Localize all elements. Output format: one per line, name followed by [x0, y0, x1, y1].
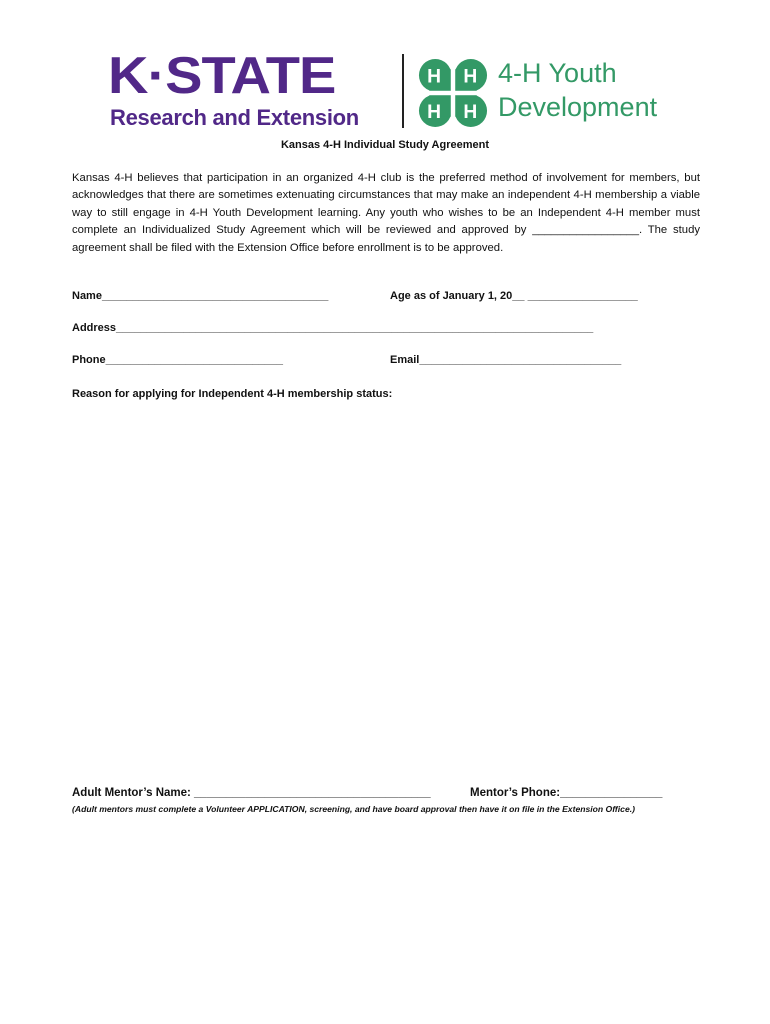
svg-text:H: H — [427, 66, 441, 88]
address-field[interactable]: Address______________________________________________________________________________ — [72, 322, 594, 334]
name-field[interactable]: Name_____________________________________ — [72, 290, 329, 302]
four-h-clover-icon — [416, 56, 490, 130]
reason-label: Reason for applying for Independent 4-H membership status: — [72, 388, 393, 400]
program-name-line2: Development — [498, 92, 658, 122]
kstate-logo-subtitle: Research and Extension — [110, 105, 359, 130]
intro-paragraph: Kansas 4-H believes that participation in an organized 4-H club is the preferred method of involvement for members, but acknowledges that there are sometimes extenuating circumstances that may make an independent 4-H membership a viable way to still engage in 4-H Youth Development learning. Any youth who wishes to be an Independent 4-H member must complete an Individualized Study Agreement which will be reviewed and approved by _________________. The study agreement shall be filed with the Extension Office before enrollment is to be approved. — [72, 172, 700, 254]
svg-text:H: H — [463, 102, 478, 124]
svg-text:H: H — [427, 102, 441, 124]
logo-divider — [402, 54, 404, 128]
email-field[interactable]: Email_________________________________ — [390, 354, 622, 366]
phone-field[interactable]: Phone_____________________________ — [72, 354, 284, 366]
program-name-line1: 4-H Youth — [498, 58, 617, 88]
mentor-note: (Adult mentors must complete a Volunteer APPLICATION, screening, and have board approval then have it on file in the Extension Office.) — [72, 804, 635, 814]
header-logos — [108, 44, 668, 134]
age-field[interactable]: Age as of January 1, 20__ __________________ — [390, 290, 638, 302]
svg-text:H: H — [463, 66, 478, 88]
mentor-name-field[interactable]: Adult Mentor’s Name: _____________________________________ — [72, 787, 431, 799]
reason-answer-area[interactable] — [72, 405, 698, 775]
kstate-logo: K·STATE — [108, 46, 336, 105]
document-title: Kansas 4-H Individual Study Agreement — [280, 139, 490, 151]
mentor-phone-field[interactable]: Mentor’s Phone:________________ — [470, 787, 663, 799]
